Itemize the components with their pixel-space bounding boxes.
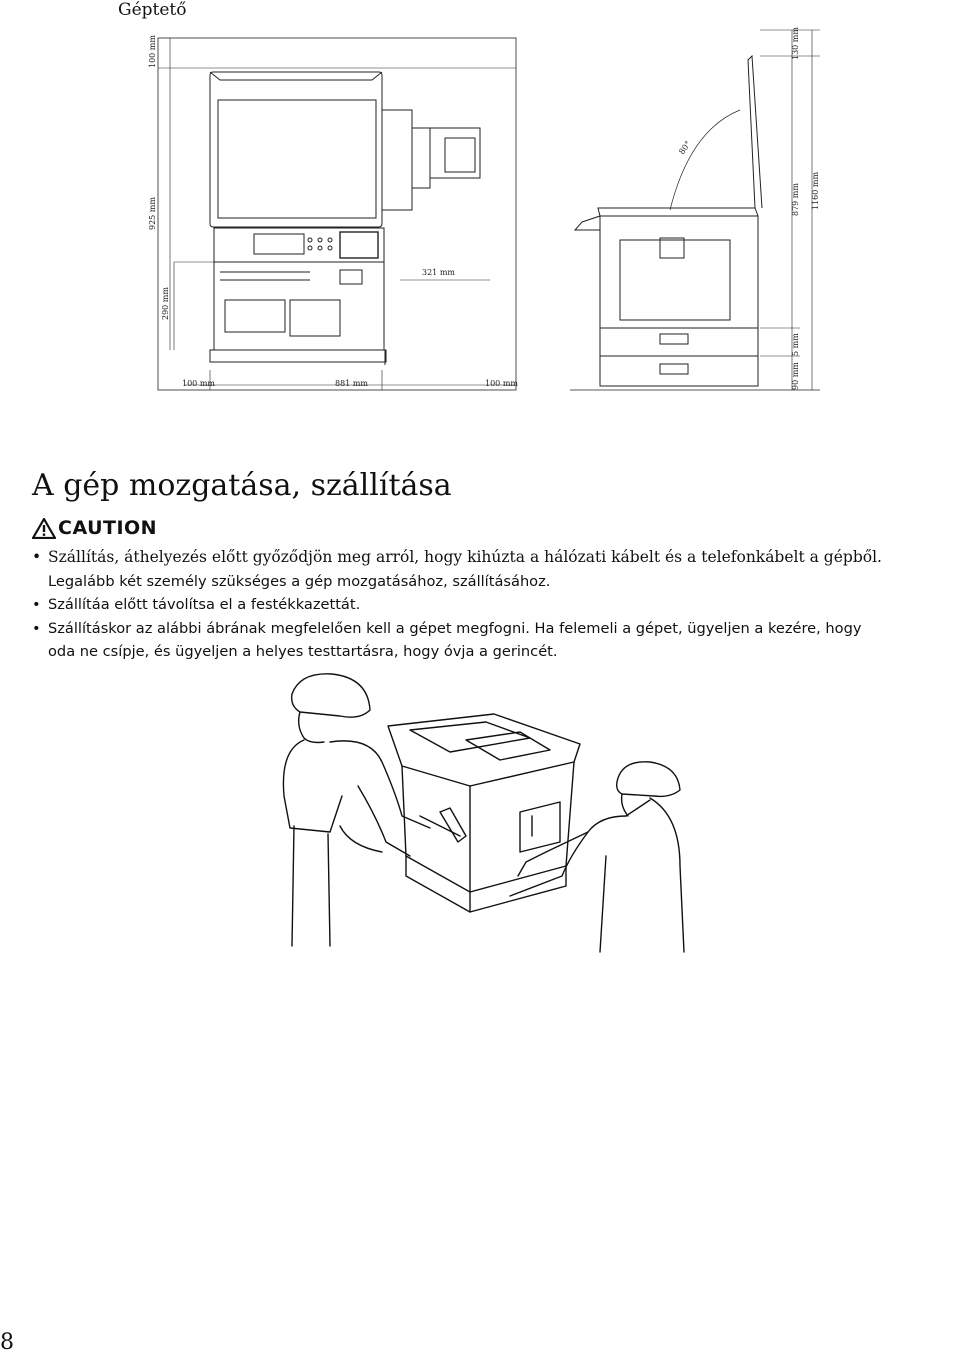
dim-left-clearance: 100 mm <box>182 379 215 388</box>
list-item <box>32 617 942 641</box>
warning-triangle-icon <box>32 518 56 539</box>
section-title: A gép mozgatása, szállítása <box>32 468 452 503</box>
dim-width: 881 mm <box>335 379 368 388</box>
caution-word: CAUTION <box>58 517 158 539</box>
caution-list <box>32 546 942 664</box>
bullet-continuation: Legalább két személy szükséges a gép mozgatásához, szállításához. <box>48 572 551 590</box>
dim-right-clearance: 100 mm <box>485 379 518 388</box>
dim-depth: 925 mm <box>148 197 157 230</box>
dim-height-body: 879 mm <box>791 183 800 216</box>
bullet-text: Szállítás, áthelyezés előtt győződjön meg arról, hogy kihúzta a hálózati kábelt és a telefonkábelt a gépből. <box>48 548 882 566</box>
page-number: 8 <box>0 1330 14 1355</box>
bullet-icon: • <box>32 548 42 566</box>
machine-dimension-drawing <box>130 20 830 400</box>
list-item <box>32 593 942 617</box>
bullet-continuation: oda ne csípje, és ügyeljen a helyes testtartásra, hogy óvja a gerincét. <box>48 643 558 660</box>
dim-rear-top: 130 mm <box>791 27 800 60</box>
header-label: Géptető <box>118 0 187 20</box>
bullet-text: Szállítáa előtt távolítsa el a festékkazettát. <box>48 596 361 613</box>
carrying-illustration <box>270 666 700 956</box>
dim-angle: 80° <box>677 139 693 157</box>
list-item <box>32 546 942 570</box>
bullet-icon: • <box>32 619 41 637</box>
caution-label <box>32 517 157 539</box>
dim-side-extension: 321 mm <box>422 268 455 277</box>
dim-front-depth: 290 mm <box>161 287 170 320</box>
dim-bottom-base: 90 mm <box>791 362 800 390</box>
bullet-text: Szállításkor az alábbi ábrának megfelelően kell a gépet megfogni. Ha felemeli a gépet, ügyeljen a kezére, hogy <box>48 619 862 637</box>
bullet-icon: • <box>32 596 41 613</box>
dim-height-open: 1160 mm <box>811 171 820 210</box>
dim-bottom-small: 5 mm <box>791 333 800 356</box>
dim-top-clearance: 100 mm <box>148 35 157 68</box>
